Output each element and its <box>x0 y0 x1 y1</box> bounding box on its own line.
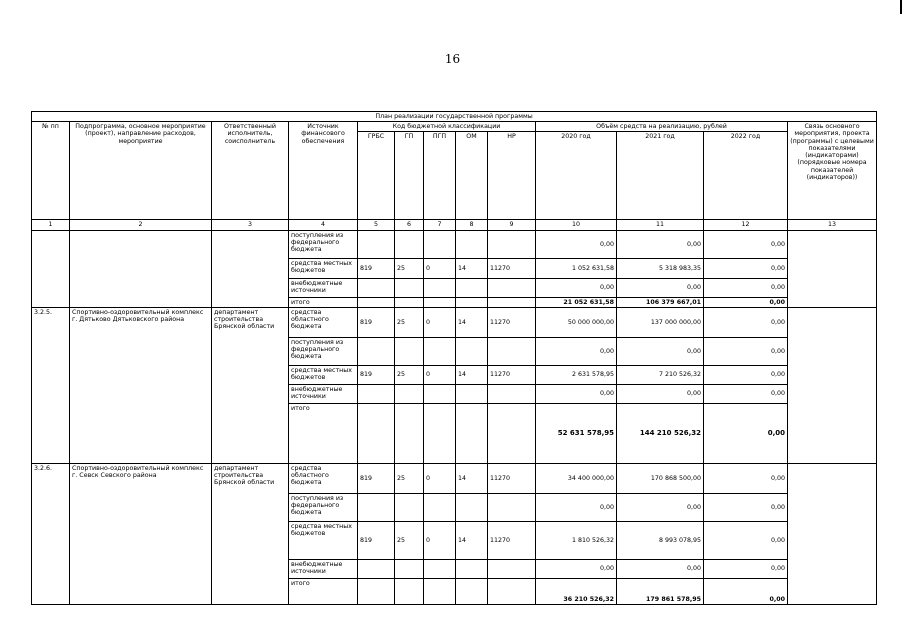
table-row <box>32 307 877 337</box>
cell-2021: 7 210 526,32 <box>617 365 704 384</box>
cell-2021-total: 106 379 667,01 <box>617 297 704 307</box>
cell-2021: 0,00 <box>617 559 704 578</box>
cell-2020: 50 000 000,00 <box>536 307 617 337</box>
col-number: 3 <box>212 220 289 230</box>
cell-pgp <box>424 559 456 578</box>
cell-source: средства местных бюджетов <box>289 521 358 559</box>
cell-source: средства областного бюджета <box>289 463 358 493</box>
cell-np: 11270 <box>488 258 536 278</box>
col-number: 10 <box>536 220 617 230</box>
cell-om <box>456 578 488 604</box>
cell-2021: 0,00 <box>617 230 704 258</box>
column-number-row <box>32 220 877 230</box>
header-volume: Объём средств на реализацию, рублей <box>536 122 788 132</box>
cell-2022: 0,00 <box>704 307 788 337</box>
cell-link <box>788 463 877 604</box>
cell-np <box>488 384 536 403</box>
header-budget-code: Код бюджетной классификации <box>358 122 536 132</box>
cell-2020: 0,00 <box>536 278 617 297</box>
cell-np <box>488 230 536 258</box>
cell-om <box>456 337 488 365</box>
cell-link <box>788 307 877 463</box>
table-row <box>32 230 877 258</box>
cell-2020: 1 052 631,58 <box>536 258 617 278</box>
table-title: План реализации государственной программы <box>32 112 877 122</box>
cell-pgp: 0 <box>424 365 456 384</box>
header-gp: ГП <box>395 132 424 220</box>
cell-gp <box>395 493 424 521</box>
cell-2020: 0,00 <box>536 337 617 365</box>
cell-np: 11270 <box>488 365 536 384</box>
cell-source: внебюджетные источники <box>289 384 358 403</box>
col-number: 12 <box>704 220 788 230</box>
cell-source: поступления из федерального бюджета <box>289 493 358 521</box>
cell-gp: 25 <box>395 365 424 384</box>
cell-num <box>32 230 70 307</box>
cell-2021: 0,00 <box>617 493 704 521</box>
cell-2022-total: 0,00 <box>704 578 788 604</box>
cell-source: итого <box>289 578 358 604</box>
cell-program: Спортивно-оздоровительный комплекс г. Дятьково Дятьковского района <box>70 307 212 463</box>
col-number: 2 <box>70 220 212 230</box>
cell-np <box>488 578 536 604</box>
cell-gp: 25 <box>395 463 424 493</box>
cell-2022: 0,00 <box>704 337 788 365</box>
cell-2022: 0,00 <box>704 258 788 278</box>
cell-om: 14 <box>456 307 488 337</box>
cell-np: 11270 <box>488 463 536 493</box>
cell-2020: 34 400 000,00 <box>536 463 617 493</box>
cell-pgp <box>424 578 456 604</box>
cell-2020: 0,00 <box>536 559 617 578</box>
cell-gp <box>395 297 424 307</box>
col-number: 4 <box>289 220 358 230</box>
cell-gp <box>395 559 424 578</box>
cell-2020-total: 36 210 526,32 <box>536 578 617 604</box>
cell-2021: 137 000 000,00 <box>617 307 704 337</box>
header-program: Подпрограмма, основное мероприятие (проект), направление расходов, мероприятие <box>70 122 212 220</box>
cell-source: внебюджетные источники <box>289 278 358 297</box>
cell-2021: 8 993 078,95 <box>617 521 704 559</box>
cell-source: средства местных бюджетов <box>289 365 358 384</box>
scan-edge-mark <box>900 0 902 14</box>
cell-link <box>788 230 877 307</box>
header-link: Связь основного мероприятия, проекта (программы) с целевыми показателями (индикаторами) (порядковые номера показателей (индикаторов)) <box>788 122 877 220</box>
col-number: 5 <box>358 220 395 230</box>
cell-source: поступления из федерального бюджета <box>289 337 358 365</box>
cell-2020-total: 52 631 578,95 <box>536 403 617 463</box>
cell-gp: 25 <box>395 307 424 337</box>
cell-grbs: 819 <box>358 258 395 278</box>
header-pgp: ПГП <box>424 132 456 220</box>
cell-om: 14 <box>456 365 488 384</box>
cell-np <box>488 337 536 365</box>
cell-om: 14 <box>456 463 488 493</box>
header-num: № пп <box>32 122 70 220</box>
cell-2021: 0,00 <box>617 337 704 365</box>
cell-grbs: 819 <box>358 365 395 384</box>
cell-pgp: 0 <box>424 463 456 493</box>
cell-grbs <box>358 559 395 578</box>
cell-grbs: 819 <box>358 463 395 493</box>
cell-2020: 2 631 578,95 <box>536 365 617 384</box>
cell-pgp <box>424 493 456 521</box>
cell-2022-total: 0,00 <box>704 403 788 463</box>
cell-2022: 0,00 <box>704 521 788 559</box>
cell-gp <box>395 384 424 403</box>
cell-om <box>456 278 488 297</box>
cell-2022: 0,00 <box>704 230 788 258</box>
header-2021: 2021 год <box>617 132 704 220</box>
cell-2021: 5 318 983,35 <box>617 258 704 278</box>
cell-2021-total: 179 861 578,95 <box>617 578 704 604</box>
cell-source: внебюджетные источники <box>289 559 358 578</box>
header-source: Источник финансового обеспечения <box>289 122 358 220</box>
cell-2020: 0,00 <box>536 384 617 403</box>
cell-gp: 25 <box>395 521 424 559</box>
cell-gp <box>395 278 424 297</box>
cell-2020-total: 21 052 631,58 <box>536 297 617 307</box>
cell-2021: 0,00 <box>617 278 704 297</box>
col-number: 11 <box>617 220 704 230</box>
cell-2022: 0,00 <box>704 365 788 384</box>
cell-grbs <box>358 403 395 463</box>
cell-om: 14 <box>456 521 488 559</box>
cell-responsible: департамент строительства Брянской области <box>212 307 289 463</box>
cell-2020: 1 810 526,32 <box>536 521 617 559</box>
cell-om <box>456 403 488 463</box>
cell-om <box>456 297 488 307</box>
cell-om <box>456 559 488 578</box>
cell-2022: 0,00 <box>704 384 788 403</box>
header-responsible: Ответственный исполнитель, соисполнитель <box>212 122 289 220</box>
cell-2021: 170 868 500,00 <box>617 463 704 493</box>
cell-2022-total: 0,00 <box>704 297 788 307</box>
cell-grbs: 819 <box>358 521 395 559</box>
cell-np <box>488 493 536 521</box>
cell-2022: 0,00 <box>704 463 788 493</box>
cell-np <box>488 297 536 307</box>
cell-program: Спортивно-оздоровительный комплекс г. Севск Севского района <box>70 463 212 604</box>
cell-source: средства областного бюджета <box>289 307 358 337</box>
cell-grbs <box>358 384 395 403</box>
cell-grbs: 819 <box>358 307 395 337</box>
cell-source: поступления из федерального бюджета <box>289 230 358 258</box>
cell-source: итого <box>289 403 358 463</box>
table-row <box>32 463 877 493</box>
cell-responsible: департамент строительства Брянской области <box>212 463 289 604</box>
cell-grbs <box>358 493 395 521</box>
cell-np: 11270 <box>488 307 536 337</box>
cell-pgp: 0 <box>424 258 456 278</box>
header-2020: 2020 год <box>536 132 617 220</box>
cell-source: итого <box>289 297 358 307</box>
cell-om <box>456 230 488 258</box>
cell-np <box>488 278 536 297</box>
col-number: 1 <box>32 220 70 230</box>
header-2022: 2022 год <box>704 132 788 220</box>
cell-gp: 25 <box>395 258 424 278</box>
col-number: 6 <box>395 220 424 230</box>
cell-om <box>456 493 488 521</box>
cell-pgp: 0 <box>424 521 456 559</box>
cell-grbs <box>358 278 395 297</box>
header-grbs: ГРБС <box>358 132 395 220</box>
program-plan-table <box>31 111 877 605</box>
cell-source: средства местных бюджетов <box>289 258 358 278</box>
page-number: 16 <box>444 52 461 66</box>
cell-2021-total: 144 210 526,32 <box>617 403 704 463</box>
cell-gp <box>395 578 424 604</box>
cell-grbs <box>358 578 395 604</box>
cell-gp <box>395 403 424 463</box>
col-number: 8 <box>456 220 488 230</box>
cell-gp <box>395 230 424 258</box>
cell-2021: 0,00 <box>617 384 704 403</box>
cell-np <box>488 403 536 463</box>
cell-num: 3.2.5. <box>32 307 70 463</box>
cell-pgp <box>424 337 456 365</box>
cell-grbs <box>358 297 395 307</box>
header-om: ОМ <box>456 132 488 220</box>
cell-pgp <box>424 278 456 297</box>
cell-2022: 0,00 <box>704 493 788 521</box>
cell-om <box>456 384 488 403</box>
cell-pgp <box>424 230 456 258</box>
cell-om: 14 <box>456 258 488 278</box>
cell-grbs <box>358 230 395 258</box>
cell-np: 11270 <box>488 521 536 559</box>
col-number: 7 <box>424 220 456 230</box>
cell-responsible <box>212 230 289 307</box>
cell-gp <box>395 337 424 365</box>
col-number: 9 <box>488 220 536 230</box>
cell-pgp <box>424 297 456 307</box>
cell-pgp <box>424 384 456 403</box>
col-number: 13 <box>788 220 877 230</box>
cell-np <box>488 559 536 578</box>
cell-2022: 0,00 <box>704 559 788 578</box>
cell-2022: 0,00 <box>704 278 788 297</box>
cell-grbs <box>358 337 395 365</box>
cell-pgp <box>424 403 456 463</box>
cell-num: 3.2.6. <box>32 463 70 604</box>
cell-2020: 0,00 <box>536 230 617 258</box>
header-np: НР <box>488 132 536 220</box>
cell-2020: 0,00 <box>536 493 617 521</box>
cell-program <box>70 230 212 307</box>
cell-pgp: 0 <box>424 307 456 337</box>
